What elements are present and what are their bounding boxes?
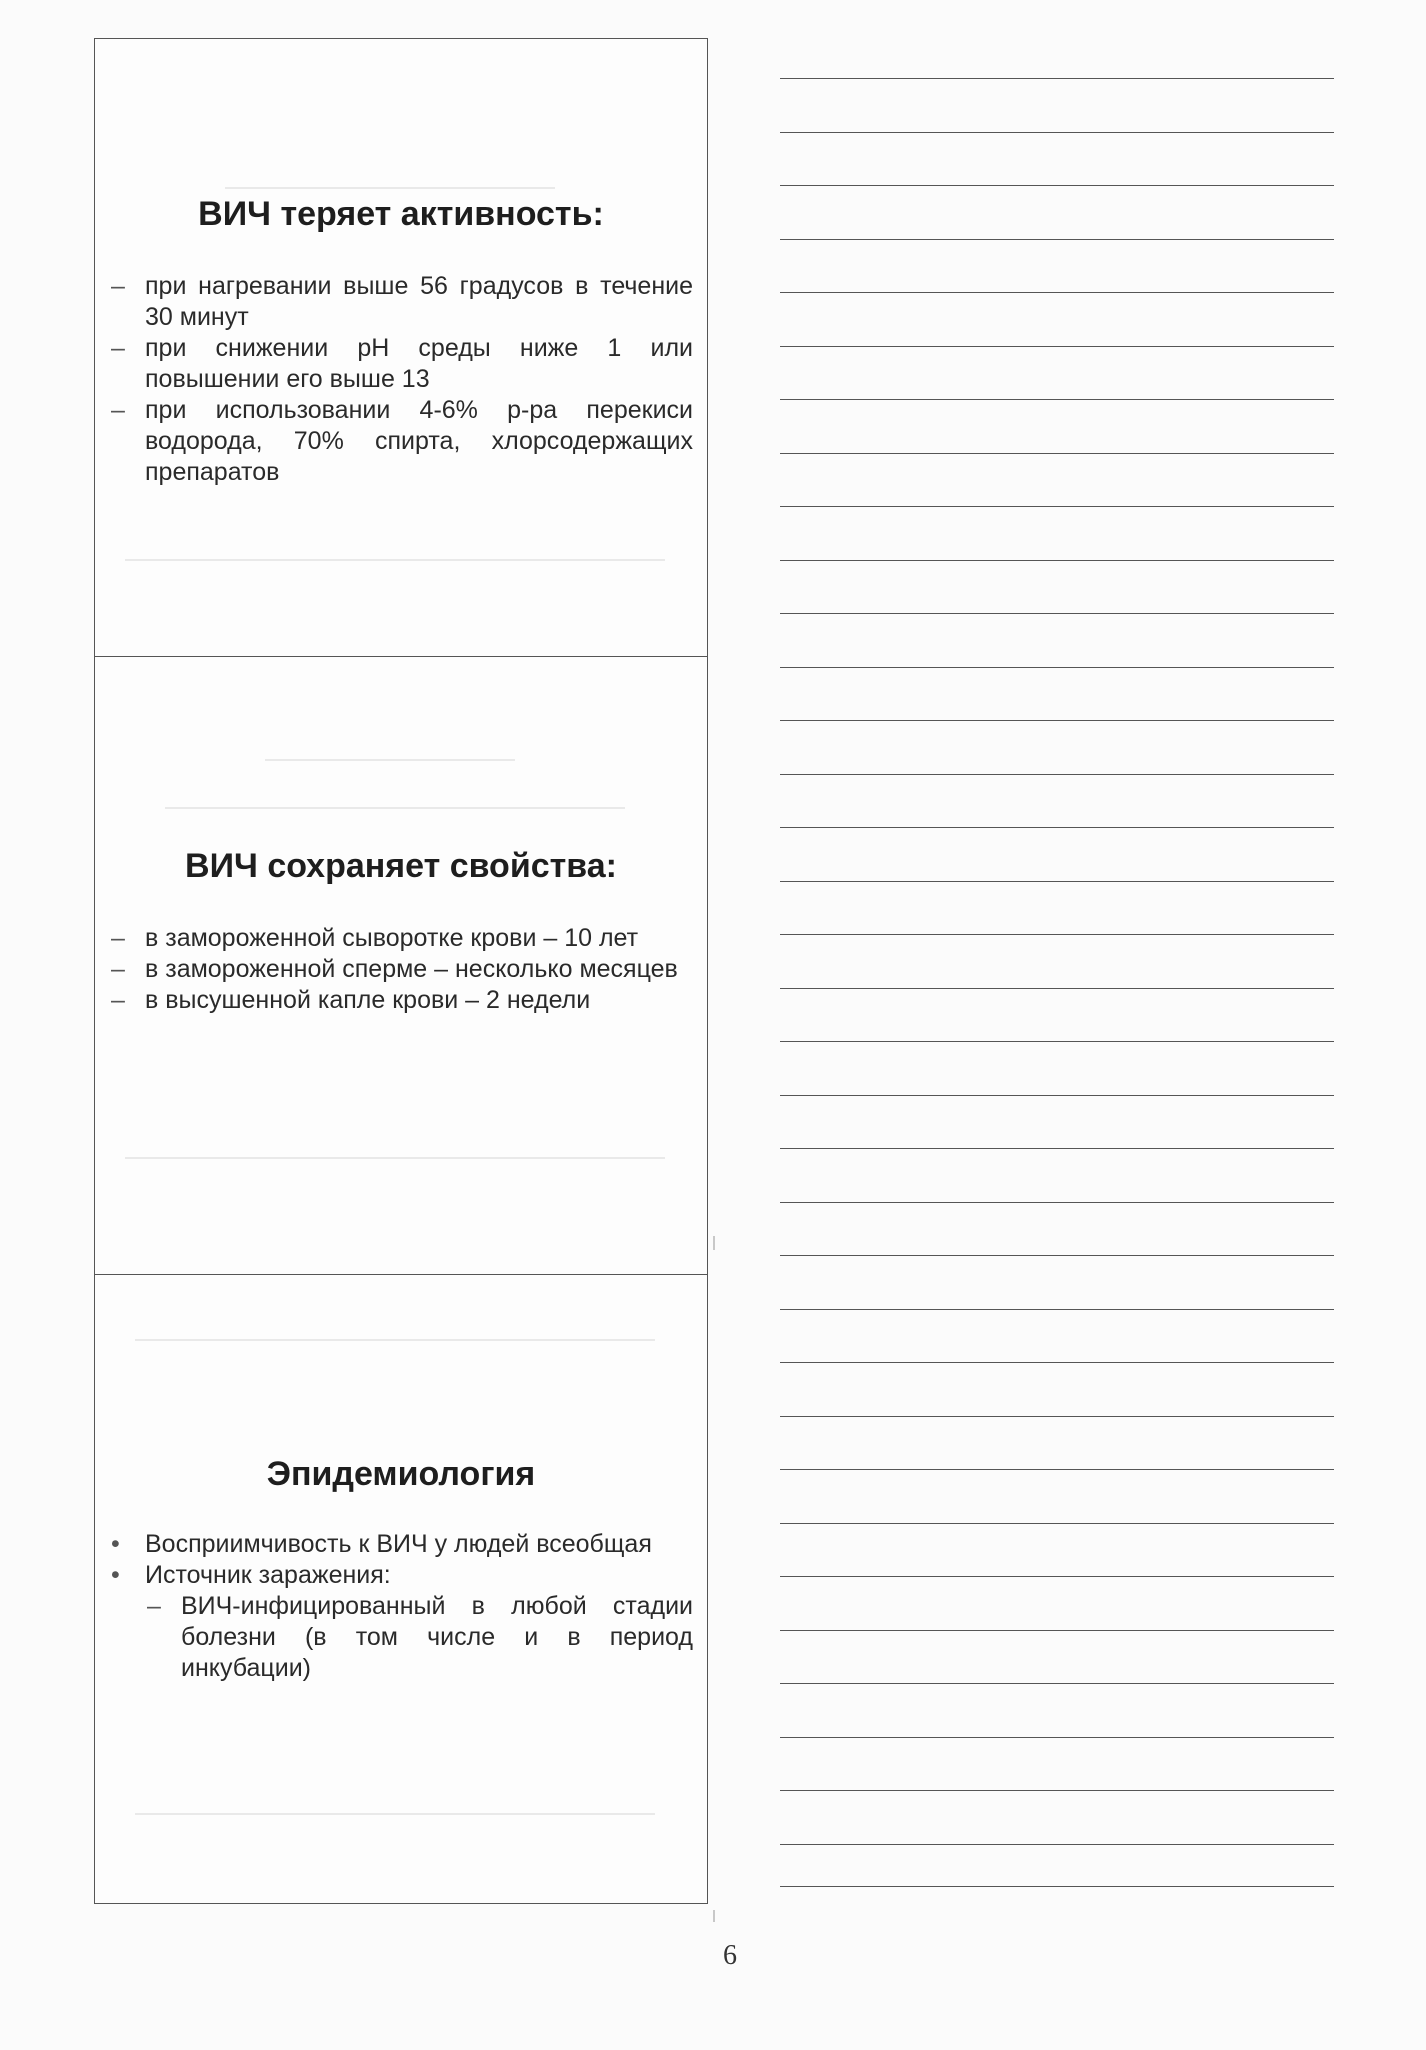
bullet-marker: • bbox=[111, 1530, 120, 1558]
slide-epidemiology bbox=[95, 1275, 707, 1902]
page-number: 6 bbox=[723, 1940, 737, 1971]
slide-list bbox=[109, 271, 693, 488]
note-line bbox=[780, 78, 1334, 79]
note-line bbox=[780, 667, 1334, 668]
list-item-text: в замороженной сыворотке крови – 10 лет bbox=[145, 924, 639, 952]
note-line bbox=[780, 1844, 1334, 1845]
note-line bbox=[780, 1886, 1334, 1887]
list-item-text: при нагревании выше 56 градусов в течение 30 минут bbox=[145, 272, 693, 331]
bleed-through-line bbox=[125, 559, 665, 561]
note-line bbox=[780, 720, 1334, 721]
note-line bbox=[780, 239, 1334, 240]
bleed-through-line bbox=[135, 1813, 655, 1815]
slide-title: Эпидемиология bbox=[266, 1455, 536, 1493]
list-item-text: в высушенной капле крови – 2 недели bbox=[145, 986, 591, 1014]
list-item bbox=[109, 395, 693, 488]
list-item bbox=[109, 1560, 693, 1591]
note-line bbox=[780, 1576, 1334, 1577]
note-line bbox=[780, 1362, 1334, 1363]
list-item-text: при снижении pH среды ниже 1 или повышении его выше 13 bbox=[145, 334, 693, 393]
note-line bbox=[780, 560, 1334, 561]
scan-mark bbox=[713, 1910, 715, 1922]
dash-marker: – bbox=[111, 986, 125, 1014]
bleed-through-line bbox=[135, 1339, 655, 1341]
list-item-text: при использовании 4-6% р-ра перекиси водорода, 70% спирта, хлорсодержащих препаратов bbox=[145, 396, 693, 486]
note-line bbox=[780, 1416, 1334, 1417]
dash-marker: – bbox=[111, 396, 125, 424]
note-line bbox=[780, 506, 1334, 507]
slide-list bbox=[109, 1529, 693, 1684]
list-item bbox=[109, 923, 693, 954]
note-line bbox=[780, 1737, 1334, 1738]
slides-column bbox=[94, 38, 708, 1904]
slide-title: ВИЧ теряет активность: bbox=[198, 195, 604, 233]
dash-marker: – bbox=[111, 924, 125, 952]
note-line bbox=[780, 453, 1334, 454]
note-line bbox=[780, 1095, 1334, 1096]
note-line bbox=[780, 292, 1334, 293]
list-item bbox=[109, 1529, 693, 1560]
dash-marker: – bbox=[147, 1592, 161, 1620]
note-line bbox=[780, 1255, 1334, 1256]
note-line bbox=[780, 132, 1334, 133]
slide-hiv-survival bbox=[95, 657, 707, 1275]
note-line bbox=[780, 774, 1334, 775]
sub-list-item bbox=[109, 1591, 693, 1684]
list-item-text: Восприимчивость к ВИЧ у людей всеобщая bbox=[145, 1530, 652, 1558]
slide-hiv-inactivation bbox=[95, 39, 707, 657]
bleed-through-line bbox=[125, 1157, 665, 1159]
note-line bbox=[780, 399, 1334, 400]
scan-mark bbox=[713, 1236, 715, 1250]
note-line bbox=[780, 827, 1334, 828]
bleed-through-line bbox=[265, 759, 515, 761]
list-item bbox=[109, 271, 693, 333]
note-line bbox=[780, 1683, 1334, 1684]
slide-title: ВИЧ сохраняет свойства: bbox=[185, 847, 617, 885]
note-line bbox=[780, 988, 1334, 989]
dash-marker: – bbox=[111, 334, 125, 362]
slide-list bbox=[109, 923, 693, 1016]
note-line bbox=[780, 1469, 1334, 1470]
list-item-text: Источник заражения: bbox=[145, 1561, 391, 1589]
note-line bbox=[780, 1041, 1334, 1042]
note-line bbox=[780, 1790, 1334, 1791]
bleed-through-line bbox=[225, 187, 555, 189]
note-line bbox=[780, 613, 1334, 614]
notes-column bbox=[780, 40, 1334, 1900]
dash-marker: – bbox=[111, 955, 125, 983]
note-line bbox=[780, 346, 1334, 347]
list-item bbox=[109, 954, 693, 985]
note-line bbox=[780, 185, 1334, 186]
list-item bbox=[109, 333, 693, 395]
list-item bbox=[109, 985, 693, 1016]
list-item-text: в замороженной сперме – несколько месяцев bbox=[145, 955, 678, 983]
bleed-through-line bbox=[165, 807, 625, 809]
bullet-marker: • bbox=[111, 1561, 120, 1589]
dash-marker: – bbox=[111, 272, 125, 300]
note-line bbox=[780, 1309, 1334, 1310]
note-line bbox=[780, 934, 1334, 935]
note-line bbox=[780, 1630, 1334, 1631]
list-item-text: ВИЧ-инфицированный в любой стадии болезни (в том числе и в период инкубации) bbox=[181, 1592, 693, 1682]
note-line bbox=[780, 881, 1334, 882]
note-line bbox=[780, 1148, 1334, 1149]
note-line bbox=[780, 1202, 1334, 1203]
note-line bbox=[780, 1523, 1334, 1524]
